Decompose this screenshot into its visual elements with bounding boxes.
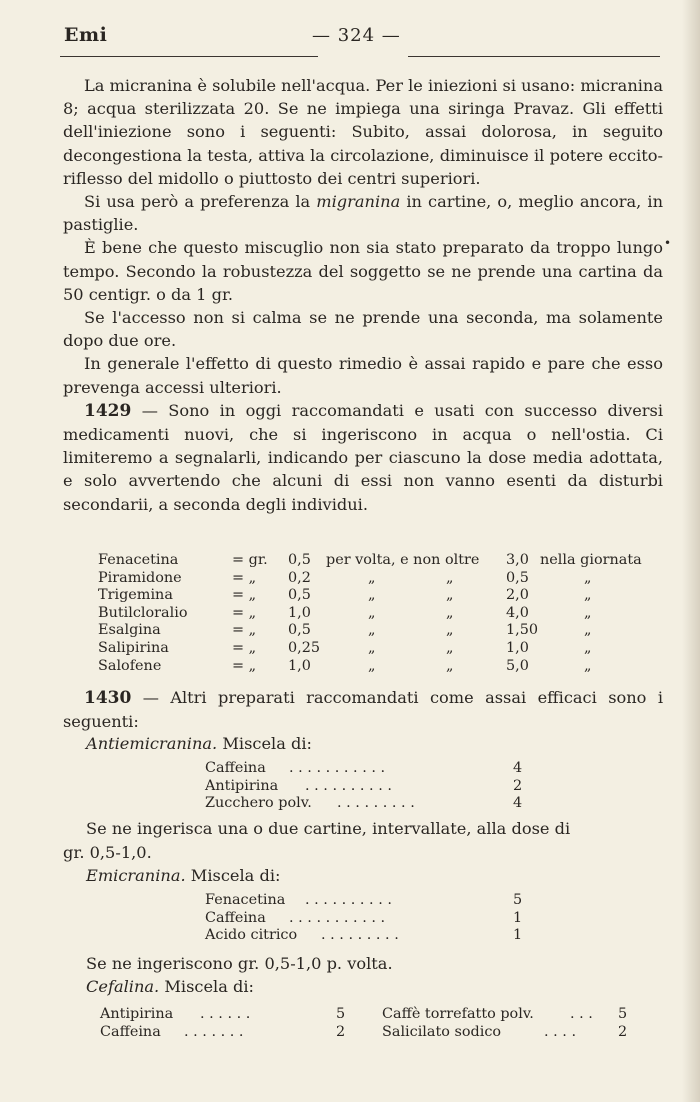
recipe-item: Antipirina . . . . . . . . . . 2	[205, 777, 523, 794]
section-1430: 1430 — Altri preparati raccomandati come assai efficaci sono i seguenti:	[63, 688, 663, 732]
paragraph: Se l'accesso non si calma se ne prende una seconda, ma solamente dopo due ore.	[63, 308, 663, 351]
section-1429: 1429 — Sono in oggi raccomandati e usati con successo diversi medicamenti nuovi, che si ingeriscono in acqua o nell'ostia. Ci limiteremo a segnalarli, indicando per ciascuno la dose media adottata, e solo avvertendo che alcuni di essi non vanno esenti da disturbi secondarii, a seconda degli individui.	[63, 400, 663, 514]
recipe-cefalina	[100, 1006, 640, 1041]
section-number: 1429	[84, 400, 132, 421]
recipe-item: Caffeina . . . . . . . . . . . 1	[205, 909, 523, 926]
page-edge-shadow	[682, 0, 700, 1102]
recipe-antiemicranina	[205, 760, 525, 813]
recipe-item: Caffeina . . . . . . . . . . . 4	[205, 760, 523, 776]
recipe-item: Fenacetina . . . . . . . . . . 5	[205, 892, 523, 908]
dose-table	[98, 552, 678, 675]
dose-row: Fenacetina = gr. 0,5 per volta, e non oltre 3,0 nella giornata	[98, 552, 642, 568]
header-rule-left	[60, 56, 318, 57]
dose-row: Salofene = „ 1,0 „ „ 5,0 „	[98, 657, 592, 674]
dose-row: Butilcloralio = „ 1,0 „ „ 4,0 „	[98, 604, 592, 621]
paragraph: È bene che questo miscuglio non sia stato preparato da troppo lungo tempo. Secondo la robustezza del soggetto se ne prende una cartina da 50 centigr. o da 1 gr.	[63, 238, 663, 304]
paragraph-line: gr. 0,5-1,0.	[63, 843, 152, 862]
recipe-emicranina	[205, 892, 525, 945]
page-body	[63, 74, 663, 516]
paragraph: In generale l'effetto di questo rimedio è assai rapido e pare che esso prevenga accessi ulteriori.	[63, 354, 663, 397]
recipe-item: Antipirina . . . . . . 5 Caffè torrefatto polv. . . . 5	[100, 1006, 628, 1022]
recipe-item: Acido citrico . . . . . . . . . 1	[205, 927, 523, 944]
recipe-title: Emicranina. Miscela di:	[86, 866, 281, 885]
paragraph: Se ne ingeriscono gr. 0,5-1,0 p. volta.	[86, 954, 393, 973]
dose-row: Esalgina = „ 0,5 „ „ 1,50 „	[98, 622, 592, 639]
paragraph: Si usa però a preferenza la migranina in cartine, o, meglio ancora, in pastiglie.	[63, 192, 663, 235]
dose-row: Trigemina = „ 0,5 „ „ 2,0 „	[98, 587, 592, 604]
running-header-word: Emi	[64, 24, 108, 46]
section-number: 1430	[84, 688, 132, 708]
paragraph-line: Se ne ingerisca una o due cartine, intervallate, alla dose di	[86, 819, 571, 838]
recipe-title: Antiemicranina. Miscela di:	[86, 734, 313, 753]
recipe-item: Zucchero polv. . . . . . . . . . 4	[205, 795, 523, 812]
margin-mark: •	[664, 236, 672, 250]
recipe-item: Caffeina . . . . . . . 2 Salicilato sodico . . . . 2	[100, 1023, 628, 1040]
page-number: — 324 —	[312, 25, 401, 46]
header-rule-right	[408, 56, 660, 57]
dose-row: Salipirina = „ 0,25 „ „ 1,0 „	[98, 639, 592, 656]
dose-row: Piramidone = „ 0,2 „ „ 0,5 „	[98, 569, 592, 586]
term-migranina: migranina	[316, 192, 401, 212]
recipe-title: Cefalina. Miscela di:	[86, 977, 255, 996]
paragraph: La micranina è solubile nell'acqua. Per le iniezioni si usano: micranina 8; acqua sterilizzata 20. Se ne impiega una siringa Pravaz. Gli effetti dell'iniezione sono i seguenti: Subito, assai dolorosa, in seguito decongestiona la testa, attiva la circolazione, diminuisce il potere eccito-riflesso del midollo o piuttosto dei centri superiori.	[63, 76, 663, 188]
